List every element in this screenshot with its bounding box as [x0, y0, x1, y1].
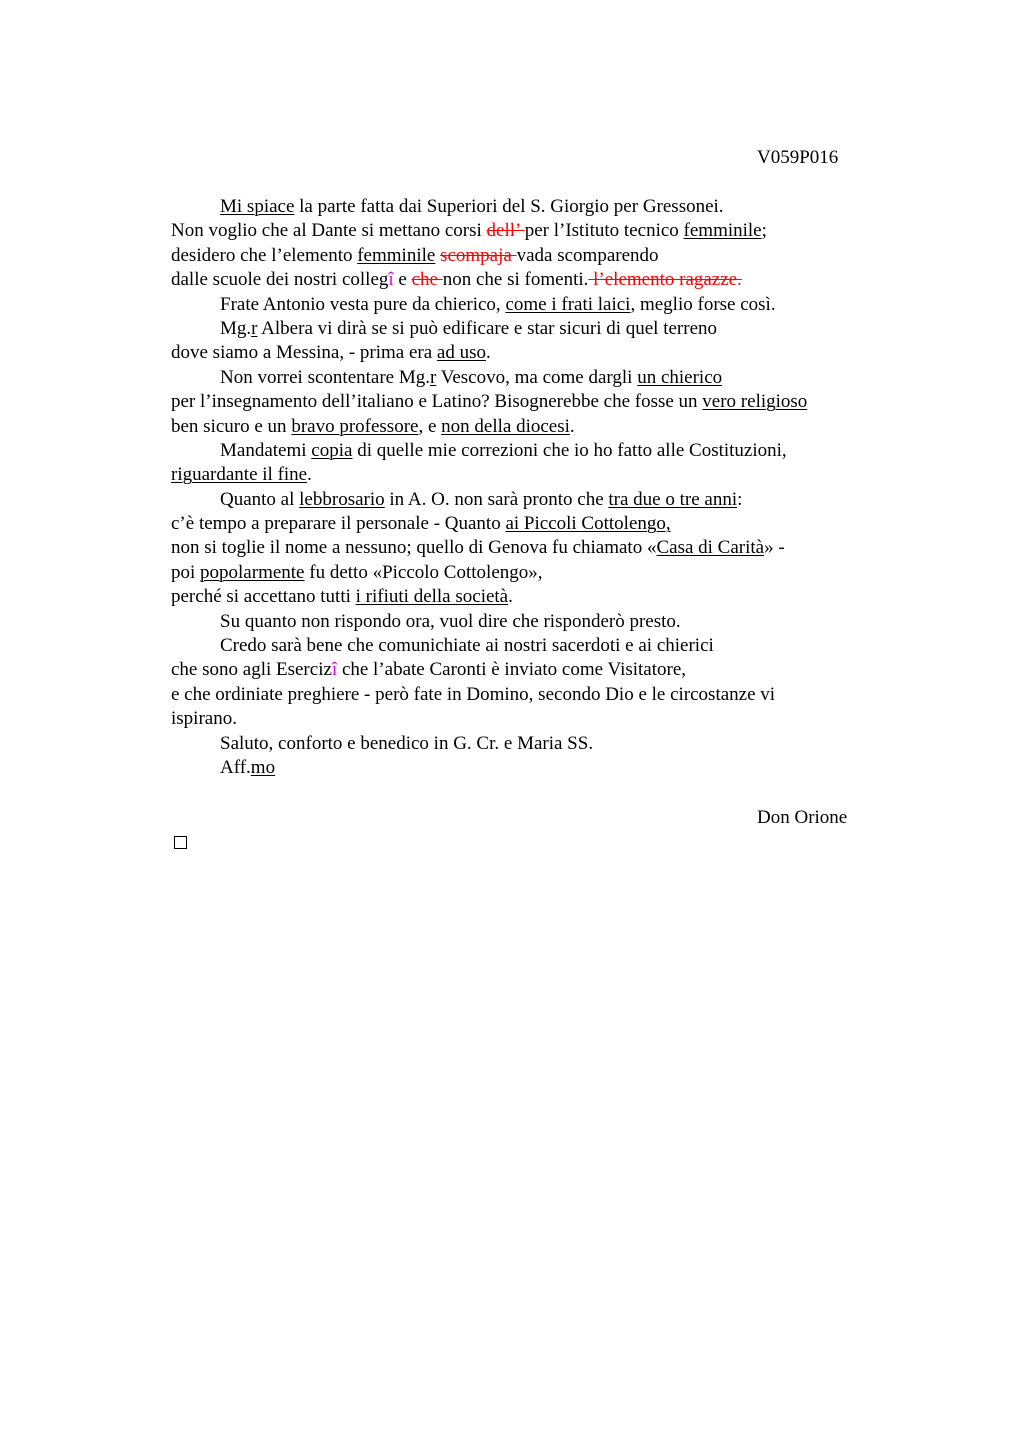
text-segment: e che ordiniate preghiere - però fate in Domino, secondo Dio e le circostanze vi	[171, 683, 776, 705]
underlined-text: come i frati laici	[505, 293, 631, 315]
text-segment: ;	[761, 220, 767, 242]
text-line	[171, 756, 871, 780]
underlined-text: bravo professore	[291, 415, 419, 437]
underlined-text: Mi spiace	[220, 196, 295, 217]
text-segment: Saluto, conforto e benedico in G. Cr. e Maria SS.	[220, 732, 594, 754]
text-line	[171, 536, 871, 560]
underlined-text: mo	[250, 756, 276, 778]
underlined-text: vero religioso	[702, 391, 808, 413]
text-segment: perché si accettano tutti	[171, 586, 356, 608]
underlined-text: i rifiuti della società	[355, 586, 509, 608]
accent-mark: î	[331, 659, 338, 681]
text-segment: non si toglie il nome a nessuno; quello di Genova fu chiamato «	[171, 537, 657, 559]
text-segment: Credo sarà bene che comunichiate ai nostri sacerdoti e ai chierici	[220, 635, 714, 657]
underlined-text: copia	[311, 439, 353, 461]
deleted-text: l’elemento ragazze.	[588, 269, 742, 291]
signature: Don Orione	[757, 807, 848, 828]
text-segment: Mandatemi	[220, 439, 312, 461]
text-line	[171, 585, 871, 609]
text-line	[171, 195, 871, 219]
underlined-text: femminile	[683, 220, 762, 242]
underlined-text: Casa di Carità	[656, 537, 765, 559]
text-segment: ispirano.	[171, 708, 237, 730]
text-segment: Aff.	[220, 756, 251, 778]
underlined-text: lebbrosario	[299, 488, 385, 510]
text-line	[171, 732, 871, 756]
text-line	[171, 366, 871, 390]
text-segment: Vescovo, ma come dargli	[436, 366, 638, 388]
underlined-text: femminile	[357, 244, 436, 266]
underlined-text: ad uso	[436, 342, 486, 364]
deleted-text: che	[411, 269, 443, 291]
text-segment: Non vorrei scontentare Mg.	[220, 366, 430, 388]
text-segment: dove siamo a Messina, - prima era	[171, 342, 437, 364]
text-line	[171, 707, 871, 731]
text-segment: non che si fomenti.	[442, 269, 589, 291]
text-segment: desidero che l’elemento	[171, 244, 358, 266]
text-segment: :	[737, 488, 743, 510]
text-line	[171, 219, 871, 243]
text-segment: che l’abate Caronti è inviato come Visitatore,	[337, 659, 687, 681]
text-line	[171, 415, 871, 439]
text-segment: la parte fatta dai Superiori del S. Giorgio per Gressonei.	[294, 196, 724, 217]
document-reference: V059P016	[757, 147, 839, 168]
text-line	[171, 317, 871, 341]
underlined-text: popolarmente	[200, 561, 305, 583]
text-segment: .	[486, 342, 491, 364]
text-segment: .	[307, 464, 312, 486]
text-segment: e	[393, 269, 412, 291]
text-line	[171, 512, 871, 536]
text-segment: , meglio forse così.	[630, 293, 776, 315]
text-segment: Frate Antonio vesta pure da chierico,	[220, 293, 506, 315]
text-segment: c’è tempo a preparare il personale - Quanto	[171, 513, 506, 535]
deleted-text: dell’	[486, 220, 525, 242]
text-segment: poi	[171, 561, 201, 583]
text-segment: Quanto al	[220, 488, 300, 510]
text-segment: .	[508, 586, 513, 608]
text-line	[171, 390, 871, 414]
text-segment: Mg.	[220, 317, 252, 339]
text-line	[171, 610, 871, 634]
text-segment: » -	[764, 537, 785, 559]
deleted-text: scompaja	[440, 244, 517, 266]
underlined-text: riguardante il fine	[171, 464, 308, 486]
accent-mark: î	[388, 269, 394, 291]
text-segment: per l’insegnamento dell’italiano e Latino? Bisognerebbe che fosse un	[171, 391, 703, 413]
text-segment: ben sicuro e un	[171, 415, 292, 437]
text-line	[171, 244, 871, 268]
end-marker-box	[174, 836, 187, 849]
text-line	[171, 439, 871, 463]
text-line	[171, 488, 871, 512]
text-line	[171, 561, 871, 585]
text-segment: Albera vi dirà se si può edificare e star sicuri di quel terreno	[257, 317, 718, 339]
underlined-text: r	[251, 317, 258, 339]
text-line	[171, 268, 871, 292]
text-segment: , e	[418, 415, 442, 437]
text-line	[171, 463, 871, 487]
text-segment: Su quanto non rispondo ora, vuol dire che risponderò presto.	[220, 610, 681, 632]
letter-body	[171, 195, 871, 780]
text-segment: .	[569, 415, 575, 437]
underlined-text: non della diocesi	[441, 415, 570, 437]
text-segment: di quelle mie correzioni che io ho fatto alle Costituzioni,	[352, 439, 787, 461]
text-line	[171, 634, 871, 658]
text-segment: fu detto «Piccolo Cottolengo»,	[304, 561, 543, 583]
underlined-text: r	[430, 366, 437, 388]
text-segment: vada scomparendo	[516, 244, 659, 266]
text-line	[171, 341, 871, 365]
underlined-text: ai Piccoli Cottolengo,	[505, 513, 671, 535]
underlined-text: un chierico	[637, 366, 723, 388]
text-segment: che sono agli Eserciz	[171, 659, 332, 681]
text-segment: dalle scuole dei nostri colleg	[171, 269, 389, 291]
text-line	[171, 683, 871, 707]
text-segment: Non voglio che al Dante si mettano corsi	[171, 220, 487, 242]
text-segment: in A. O. non sarà pronto che	[384, 488, 609, 510]
text-line	[171, 293, 871, 317]
underlined-text: tra due o tre anni	[608, 488, 738, 510]
text-segment: per l’Istituto tecnico	[524, 220, 684, 242]
text-line	[171, 658, 871, 682]
